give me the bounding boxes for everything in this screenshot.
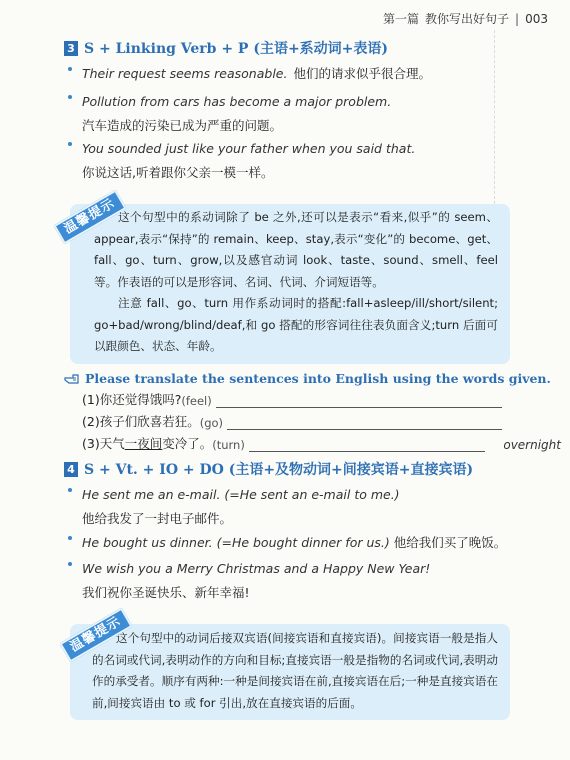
page-number: 003 [525,11,548,26]
example-chinese: 他给我发了一封电子邮件。 [82,511,233,526]
exercise-title [64,371,554,386]
chapter-label: 第一篇 [383,12,420,26]
bullet-icon [68,488,72,492]
exercise-item [82,386,502,408]
section-4-title [64,459,473,479]
example-chinese: 他们的请求似乎很合理。 [293,66,431,81]
exercise-prompt: (3)天气 [82,436,125,451]
tip-paragraph: 注意 fall、go、turn 用作系动词时的搭配:fall+asleep/ill/short/silent; go+bad/wrong/blind/deaf,和 go 搭配的形容词往往表负面含义;turn 后面可以跟颜色、状态、年龄。 [94,296,498,353]
underlined-phrase: 一夜间 [124,436,163,451]
bullet-icon [68,67,72,71]
pointing-hand-icon [64,372,80,385]
example-english: We wish you a Merry Christmas and a Happy New Year! [82,561,431,576]
answer-blank[interactable] [249,439,485,452]
exercise-block [64,371,561,452]
given-word: (feel) [181,394,212,408]
example-chinese: 汽车造成的污染已成为严重的问题。 [82,118,283,133]
tip-box [70,624,510,720]
exercise-item [82,408,502,430]
bullet-icon [68,536,72,540]
bullet-icon [68,142,72,146]
example-item [68,556,538,604]
example-english: You sounded just like your father when you said that. [82,141,416,156]
section-number-badge: 3 [64,41,78,56]
bullet-icon [68,562,72,566]
example-item [68,89,538,137]
book-title: 教你写出好句子 [425,12,510,26]
header-separator: | [515,11,520,26]
exercise-instructions: Please translate the sentences into English using the words given. [85,371,551,386]
tip-paragraph: 这个句型中的动词后接双宾语(间接宾语和直接宾语)。间接宾语一般是指人的名词或代词,表明动作的方向和目标;直接宾语一般是指物的名词或代词,表明动作的承受者。顺序有两种:一种是间接宾语在前,直接宾语在后;一种是直接宾语在前,间接宾语由 to 或 for 引出,放在直接宾语的后面。 [92,631,498,710]
exercise-prompt: (1)你还觉得饿吗? [82,392,182,407]
exercise-prompt: (2)孩子们欣喜若狂。 [82,414,200,429]
example-english: Pollution from cars has become a major problem. [82,94,392,109]
answer-blank[interactable] [216,395,502,408]
example-english: Their request seems reasonable. [82,66,288,81]
given-word: (go) [199,416,224,430]
section-heading: S + Linking Verb + P (主语+系动词+表语) [84,41,389,57]
section-3-title [64,38,388,58]
exercise-item [82,430,561,452]
example-item [68,482,538,530]
page-header [383,10,548,27]
tip-ribbon: 温馨提示 [53,189,126,244]
example-item [68,530,538,554]
example-item [68,136,538,184]
tip-ribbon: 温馨提示 [59,607,132,662]
given-word: (turn) [212,438,245,452]
example-english: He sent me an e-mail. (=He sent an e-mail to me.) [82,487,400,502]
tip-box [70,204,510,364]
example-item [68,61,538,85]
example-chinese: 他给我们买了晚饭。 [393,535,507,550]
exercise-prompt-end: 变冷了。 [162,436,213,451]
example-chinese: 你说这话,听着跟你父亲一模一样。 [82,165,274,180]
example-chinese: 我们祝你圣诞快乐、新年幸福! [82,585,250,600]
section-number-badge: 4 [64,462,78,477]
tip-paragraph: 这个句型中的系动词除了 be 之外,还可以是表示“看来,似乎”的 seem、appear,表示“保持”的 remain、keep、stay,表示“变化”的 become、get、fall、go、turn、grow,以及感官动词 look、taste、sound、smell、feel 等。作表语的可以是形容词、名词、代词、介词短语等。 [94,210,498,289]
section-heading: S + Vt. + IO + DO (主语+及物动词+间接宾语+直接宾语) [84,462,474,478]
bullet-icon [68,95,72,99]
example-english: He bought us dinner. (=He bought dinner for us.) [82,535,390,550]
margin-annotation: overnight [503,438,561,452]
answer-blank[interactable] [227,417,502,430]
